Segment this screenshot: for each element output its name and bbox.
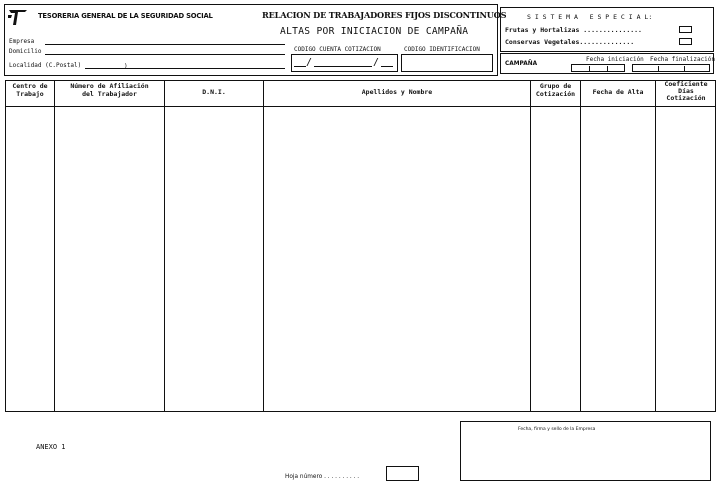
hoja-numero-field[interactable] (386, 466, 419, 481)
fecha-finalizacion-field[interactable] (632, 64, 710, 72)
col-grupo-line1: Grupo de (539, 82, 572, 90)
fecha-iniciacion-label: Fecha iniciación (586, 56, 644, 63)
fecha-iniciacion-field[interactable] (571, 64, 625, 72)
table-header-rule (5, 106, 716, 107)
fecha-finalizacion-label: Fecha finalización (650, 56, 716, 63)
col-coef-line1: Coeficiente (664, 80, 708, 88)
sistema-title: S I S T E M A E S P E C I A L: (527, 13, 653, 21)
conservas-checkbox[interactable] (679, 38, 692, 45)
col-afiliacion-line1: Número de Afiliación (70, 82, 149, 90)
col-centro-line2: Trabajo (16, 90, 44, 98)
localidad-label: Localidad (C.Postal) (9, 62, 82, 69)
empresa-label: Empresa (9, 38, 35, 45)
col-fecha-alta-line1: Fecha de Alta (592, 88, 644, 96)
campana-label: CAMPAÑA (505, 61, 538, 67)
cuenta-slash-2: / (373, 57, 380, 68)
header-frame (4, 4, 498, 76)
col-afiliacion-line2: del Trabajador (82, 90, 137, 98)
fecha-ini-tick-1 (589, 66, 590, 72)
col-centro-line1: Centro de (12, 82, 48, 90)
form-title: RELACION DE TRABAJADORES FIJOS DISCONTINUOS (262, 10, 507, 20)
col-grupo-cotizacion (531, 82, 580, 98)
col-divider-3 (263, 80, 264, 412)
hoja-numero-label: Hoja número . . . . . . . . . . (285, 474, 360, 480)
domicilio-label: Domicilio (9, 48, 42, 55)
agency-name: TESORERIA GENERAL DE LA SEGURIDAD SOCIAL (38, 12, 213, 20)
fecha-fin-tick-2 (684, 66, 685, 72)
frutas-checkbox[interactable] (679, 26, 692, 33)
cuenta-slash-1: / (306, 57, 313, 68)
workers-table (5, 80, 716, 412)
anexo-label: ANEXO 1 (36, 443, 66, 451)
col-divider-1 (54, 80, 55, 412)
col-coef-line2: Días (678, 87, 694, 95)
col-apellidos-line1: Apellidos y Nombre (361, 88, 433, 96)
col-coef-line3: Cotización (666, 94, 706, 102)
firma-sello-label: Fecha, firma y sello de la Empresa (518, 427, 596, 432)
col-coeficiente (656, 81, 716, 102)
col-divider-6 (655, 80, 656, 412)
conservas-label: Conservas Vegetales.............. (505, 38, 635, 46)
col-divider-2 (164, 80, 165, 412)
col-dni-line1: D.N.I. (202, 88, 226, 96)
col-grupo-line2: Cotización (535, 90, 576, 98)
fecha-fin-tick-1 (658, 66, 659, 72)
cuenta-label: CODIGO CUENTA COTIZACION (294, 46, 381, 53)
col-divider-5 (580, 80, 581, 412)
postal-bracket: ) (124, 63, 128, 70)
col-centro-trabajo (6, 82, 54, 98)
col-divider-4 (530, 80, 531, 412)
col-fecha-alta (581, 88, 655, 96)
frutas-label: Frutas y Hortalizas ............... (505, 26, 642, 34)
form-subtitle: ALTAS POR INICIACION DE CAMPAÑA (280, 26, 469, 37)
col-apellidos-nombre (264, 88, 530, 96)
col-dni (165, 88, 263, 96)
identificacion-label: CODIGO IDENTIFICACION (404, 46, 480, 53)
fecha-ini-tick-2 (607, 66, 608, 72)
col-numero-afiliacion (55, 82, 164, 98)
